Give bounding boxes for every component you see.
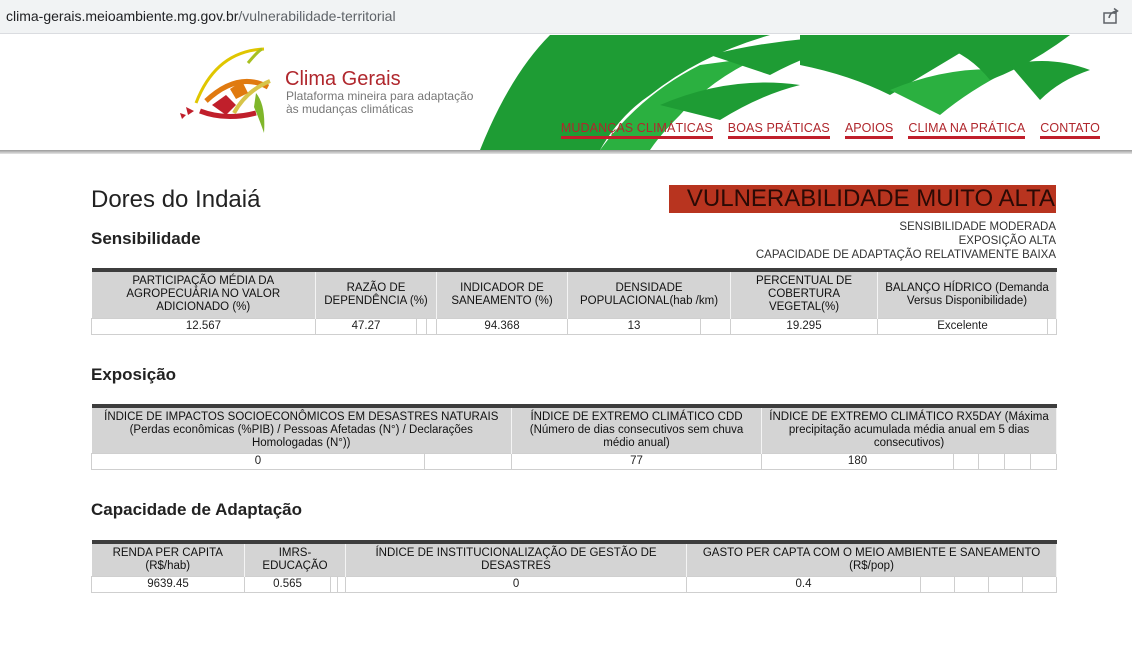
value-saneamento: 94.368 <box>437 318 568 334</box>
table-capacidade <box>91 540 1057 593</box>
header-razao-dependencia: RAZÃO DE DEPENDÊNCIA (%) <box>316 270 437 318</box>
empty-cell <box>921 576 955 592</box>
value-gasto-meio-ambiente: 0.4 <box>687 576 921 592</box>
url-text[interactable] <box>6 8 396 24</box>
empty-cell <box>979 453 1005 469</box>
table-header-row <box>92 542 1057 576</box>
nav-apoios[interactable]: APOIOS <box>845 121 894 139</box>
value-institucionalizacao: 0 <box>346 576 687 592</box>
vulnerability-badge: VULNERABILIDADE MUITO ALTA <box>669 185 1056 213</box>
table-row <box>92 318 1057 334</box>
table-row <box>92 453 1057 469</box>
header-balanco-hidrico: BALANÇO HÍDRICO (Demanda Versus Disponibilidade) <box>878 270 1057 318</box>
header-institucionalizacao: ÍNDICE DE INSTITUCIONALIZAÇÃO DE GESTÃO DE DESASTRES <box>346 542 687 576</box>
nav-clima-na-pratica[interactable]: CLIMA NA PRÁTICA <box>908 121 1025 139</box>
share-icon[interactable] <box>1102 7 1120 25</box>
empty-cell <box>1031 453 1057 469</box>
value-balanco-hidrico: Excelente <box>878 318 1048 334</box>
value-razao-dependencia: 47.27 <box>316 318 417 334</box>
value-extremo-rx5day: 180 <box>762 453 954 469</box>
value-densidade: 13 <box>568 318 701 334</box>
main-nav <box>561 121 1100 139</box>
empty-cell <box>417 318 427 334</box>
browser-address-bar[interactable] <box>0 0 1132 34</box>
nav-mudancas-climaticas[interactable]: MUDANÇAS CLIMÁTICAS <box>561 121 713 139</box>
header-agropecuaria: PARTICIPAÇÃO MÉDIA DA AGROPECUÁRIA NO VALOR ADICIONADO (%) <box>92 270 316 318</box>
site-header <box>0 35 1132 150</box>
empty-cell <box>1023 576 1057 592</box>
table-header-row <box>92 406 1057 453</box>
site-title[interactable]: Clima Gerais <box>285 68 401 90</box>
site-subtitle-line2: às mudanças climáticas <box>286 102 414 116</box>
header-extremo-cdd: ÍNDICE DE EXTREMO CLIMÁTICO CDD (Número de dias consecutivos sem chuva médio anual) <box>512 406 762 453</box>
table-row <box>92 576 1057 592</box>
header-shadow <box>0 150 1132 154</box>
url-path: /vulnerabilidade-territorial <box>238 8 396 24</box>
header-renda-per-capita: RENDA PER CAPITA (R$/hab) <box>92 542 245 576</box>
header-cobertura-vegetal: PERCENTUAL DE COBERTURA VEGETAL(%) <box>731 270 878 318</box>
header-gasto-meio-ambiente: GASTO PER CAPTA COM O MEIO AMBIENTE E SANEAMENTO (R$/pop) <box>687 542 1057 576</box>
header-saneamento: INDICADOR DE SANEAMENTO (%) <box>437 270 568 318</box>
nav-contato[interactable]: CONTATO <box>1040 121 1100 139</box>
value-renda-per-capita: 9639.45 <box>92 576 245 592</box>
section-title-sensibilidade: Sensibilidade <box>91 229 201 248</box>
empty-cell <box>1005 453 1031 469</box>
value-imrs-educacao: 0.565 <box>245 576 331 592</box>
level-capacidade: CAPACIDADE DE ADAPTAÇÃO RELATIVAMENTE BAIXA <box>755 249 1056 261</box>
level-sensibilidade: SENSIBILIDADE MODERADA <box>899 221 1056 233</box>
header-extremo-rx5day: ÍNDICE DE EXTREMO CLIMÁTICO RX5DAY (Máxima precipitação acumulada média anual em 5 dias consecutivos) <box>762 406 1057 453</box>
value-impactos-socioeconomicos: 0 <box>92 453 425 469</box>
section-title-exposicao: Exposição <box>91 365 177 384</box>
empty-cell <box>701 318 731 334</box>
vulnerability-levels <box>756 220 1056 262</box>
value-agropecuaria: 12.567 <box>92 318 316 334</box>
table-exposicao <box>91 404 1057 470</box>
table-sensibilidade <box>91 268 1057 335</box>
table-header-row <box>92 270 1057 318</box>
value-extremo-cdd: 77 <box>512 453 762 469</box>
nav-boas-praticas[interactable]: BOAS PRÁTICAS <box>728 121 830 139</box>
empty-cell <box>425 453 512 469</box>
site-subtitle-line1: Plataforma mineira para adaptação <box>286 89 474 103</box>
empty-cell <box>331 576 338 592</box>
empty-cell <box>1048 318 1057 334</box>
empty-cell <box>427 318 437 334</box>
header-impactos-socioeconomicos: ÍNDICE DE IMPACTOS SOCIOECONÔMICOS EM DESASTRES NATURAIS (Perdas econômicas (%PIB) / Pessoas Afetadas (N°) / Declarações Homologadas (N°)) <box>92 406 512 453</box>
value-cobertura-vegetal: 19.295 <box>731 318 878 334</box>
empty-cell <box>955 576 989 592</box>
empty-cell <box>338 576 346 592</box>
city-name: Dores do Indaiá <box>91 186 261 213</box>
clima-gerais-logo-icon[interactable] <box>176 41 286 141</box>
empty-cell <box>989 576 1023 592</box>
section-title-capacidade: Capacidade de Adaptação <box>91 500 302 519</box>
header-imrs-educacao: IMRS-EDUCAÇÃO <box>245 542 346 576</box>
url-domain: clima-gerais.meioambiente.mg.gov.br <box>6 8 239 24</box>
empty-cell <box>954 453 979 469</box>
level-exposicao: EXPOSIÇÃO ALTA <box>958 235 1056 247</box>
header-densidade: DENSIDADE POPULACIONAL(hab /km) <box>568 270 731 318</box>
site-subtitle <box>286 90 473 116</box>
